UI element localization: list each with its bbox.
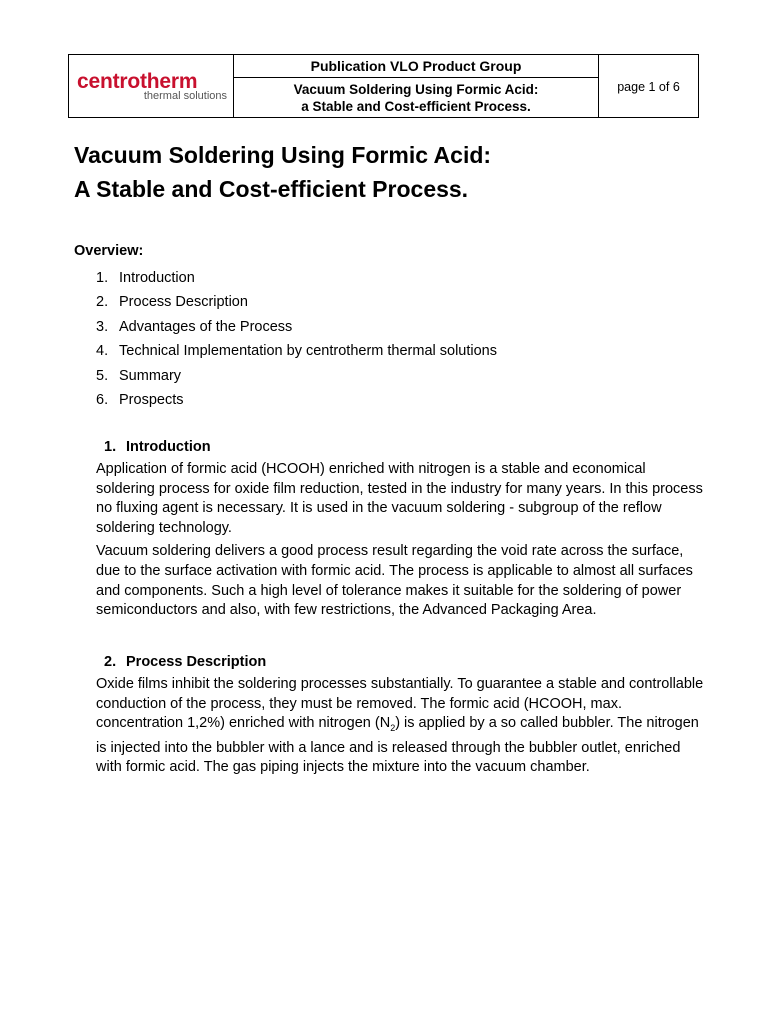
overview-item-number: 4. (96, 343, 109, 360)
page-number: page 1 of 6 (599, 55, 699, 118)
overview-list (96, 268, 497, 414)
paragraph: Application of formic acid (HCOOH) enriched with nitrogen is a stable and economical soldering process for oxide film reduction, tested in the industry for many years. In this process no fluxing agent is necessary. It is used in the vacuum soldering - subgroup of the reflow soldering technology. (96, 461, 703, 536)
section-title: Process Description (126, 654, 267, 670)
overview-heading: Overview: (74, 243, 144, 259)
overview-item-number: 1. (96, 270, 109, 286)
overview-item (96, 366, 497, 390)
logo-tagline: thermal solutions (143, 89, 227, 102)
overview-item (96, 292, 497, 316)
overview-item (96, 268, 497, 292)
overview-item (96, 341, 497, 365)
logo-cell (69, 55, 234, 118)
overview-item-label: Process Description (119, 294, 248, 311)
overview-item-label: Prospects (119, 391, 184, 408)
section-introduction (96, 439, 706, 625)
document-title-line1: Vacuum Soldering Using Formic Acid: (74, 142, 492, 168)
publication-label: Publication VLO Product Group (234, 55, 599, 78)
document-title-line2: A Stable and Cost-efficient Process. (74, 176, 469, 202)
overview-item (96, 317, 497, 341)
document-title (74, 138, 491, 206)
overview-item-label: Introduction (119, 270, 195, 286)
section-process-description (96, 654, 706, 782)
paragraph-text-b: ) is applied by a so called bubbler. The nitrogen is injected into the bubbler with a lance and is released through the bubbler outlet, enriched with formic acid. The gas piping injects the mixture into the vacuum chamber. (96, 715, 699, 776)
overview-item-number: 3. (96, 318, 109, 335)
section-number: 1. (104, 439, 117, 455)
logo-wordmark: centrotherm (77, 69, 198, 93)
document-header (68, 54, 699, 118)
overview-item-label: Advantages of the Process (119, 318, 293, 335)
header-title-line2: a Stable and Cost-efficient Process. (301, 98, 531, 114)
paragraph-text-a: Oxide films inhibit the soldering processes substantially. To guarantee a stable and controllable conduction of the process, they must be removed. The formic acid (HCOOH, max. concentration 1,2%) enriched with nitrogen (N (96, 676, 704, 732)
overview-item (96, 390, 497, 414)
header-title-line1: Vacuum Soldering Using Formic Acid: (293, 81, 539, 97)
subscript: 2 (390, 723, 396, 734)
section-heading (104, 439, 706, 455)
overview-item-number: 5. (96, 367, 109, 384)
paragraph (96, 675, 706, 778)
overview-item-number: 2. (96, 294, 109, 311)
section-number: 2. (104, 654, 117, 670)
company-logo (69, 71, 233, 102)
section-title: Introduction (126, 439, 211, 455)
paragraph: Vacuum soldering delivers a good process result regarding the void rate across the surface, due to the surface activation with formic acid. The process is applicable to almost all surfaces and components. Such a high level of tolerance makes it suitable for the soldering of power semiconductors and also, with few restrictions, the Advanced Packaging Area. (96, 543, 693, 619)
overview-item-number: 6. (96, 391, 109, 408)
overview-item-label: Technical Implementation by centrotherm thermal solutions (119, 343, 497, 360)
overview-item-label: Summary (119, 367, 182, 384)
section-heading (104, 654, 706, 670)
header-title (234, 78, 599, 118)
